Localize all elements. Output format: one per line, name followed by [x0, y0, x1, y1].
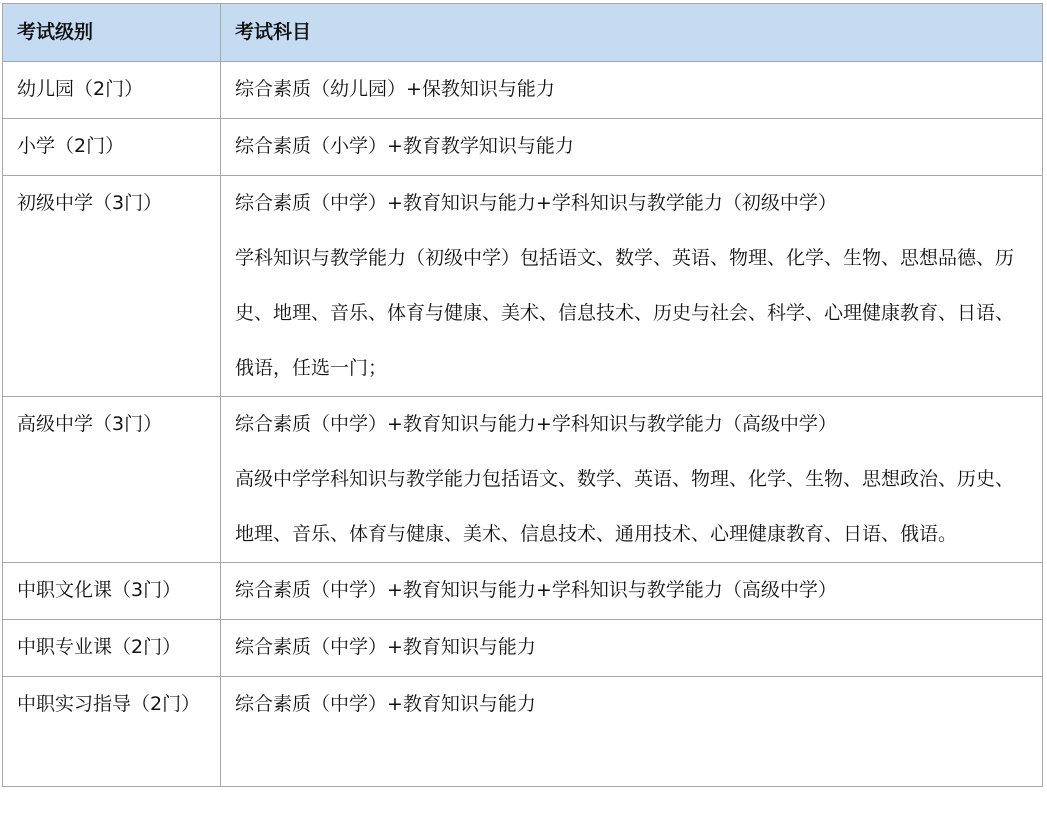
cell-level: 中职文化课（3门） — [3, 563, 221, 620]
exam-subjects-table — [2, 3, 1043, 787]
cell-level: 高级中学（3门） — [3, 397, 221, 563]
cell-subjects — [221, 677, 1043, 787]
cell-subjects — [221, 176, 1043, 397]
cell-subjects — [221, 62, 1043, 119]
table-row-vocational-practice-guidance — [3, 677, 1043, 787]
header-exam-level: 考试级别 — [3, 4, 221, 62]
cell-subjects — [221, 563, 1043, 620]
cell-level: 初级中学（3门） — [3, 176, 221, 397]
subject-detail: 学科知识与教学能力（初级中学）包括语文、数学、英语、物理、化学、生物、思想品德、历史、地理、音乐、体育与健康、美术、信息技术、历史与社会、科学、心理健康教育、日语、俄语，任选一门； — [235, 247, 1015, 379]
subject-line: 综合素质（中学）+教育知识与能力+学科知识与教学能力（初级中学） — [235, 192, 837, 214]
subject-line: 综合素质（小学）+教育教学知识与能力 — [235, 135, 574, 157]
cell-level: 中职专业课（2门） — [3, 620, 221, 677]
cell-subjects — [221, 397, 1043, 563]
table-row-primary-school — [3, 119, 1043, 176]
table-row-vocational-culture — [3, 563, 1043, 620]
subject-line: 综合素质（中学）+教育知识与能力+学科知识与教学能力（高级中学） — [235, 413, 837, 435]
subject-line: 综合素质（幼儿园）+保教知识与能力 — [235, 78, 555, 100]
subject-line: 综合素质（中学）+教育知识与能力 — [235, 693, 536, 715]
cell-subjects — [221, 620, 1043, 677]
table-row-kindergarten — [3, 62, 1043, 119]
table-body — [3, 62, 1043, 787]
subject-line: 综合素质（中学）+教育知识与能力+学科知识与教学能力（高级中学） — [235, 579, 837, 601]
subject-detail: 高级中学学科知识与教学能力包括语文、数学、英语、物理、化学、生物、思想政治、历史、地理、音乐、体育与健康、美术、信息技术、通用技术、心理健康教育、日语、俄语。 — [235, 468, 1015, 545]
cell-subjects — [221, 119, 1043, 176]
table-row-junior-middle-school — [3, 176, 1043, 397]
cell-level: 幼儿园（2门） — [3, 62, 221, 119]
cell-level: 小学（2门） — [3, 119, 221, 176]
header-exam-subjects: 考试科目 — [221, 4, 1043, 62]
cell-level: 中职实习指导（2门） — [3, 677, 221, 787]
table-row-vocational-major — [3, 620, 1043, 677]
table-header — [3, 4, 1043, 62]
table-header-row — [3, 4, 1043, 62]
table-row-senior-middle-school — [3, 397, 1043, 563]
subject-line: 综合素质（中学）+教育知识与能力 — [235, 636, 536, 658]
